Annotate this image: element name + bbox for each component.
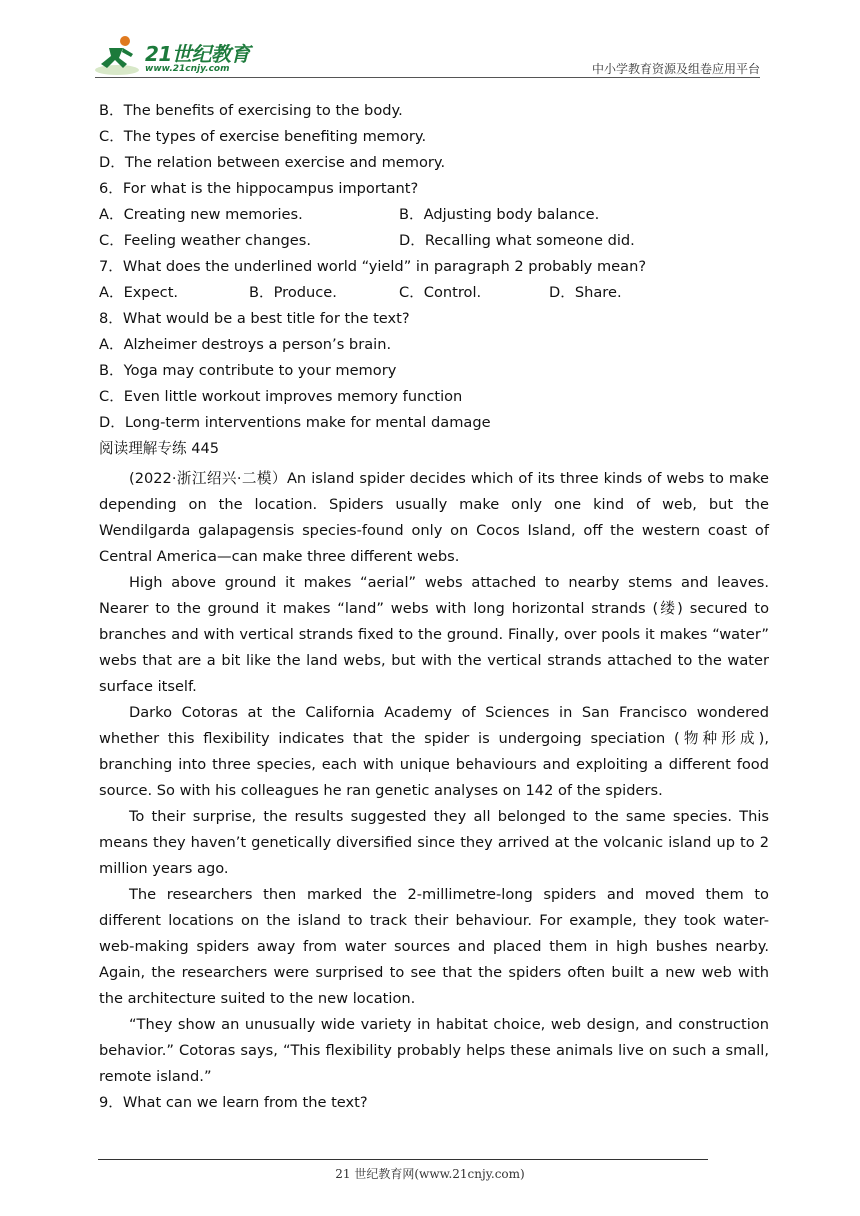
- q6-options-row-1: [99, 202, 769, 228]
- q6-option-b: B．Adjusting body balance.: [399, 206, 600, 223]
- logo-text: 21世纪教育: [145, 42, 250, 66]
- document-body: [99, 98, 769, 1116]
- q8-stem: 8．What would be a best title for the text?: [99, 310, 410, 327]
- passage-paragraph: “They show an unusually wide variety in habitat choice, web design, and construction behavior.” Cotoras says, “This flexibility probably helps these animals live on such a small, remote island.”: [99, 1016, 769, 1085]
- q5-option-c: C．The types of exercise benefiting memory.: [99, 128, 427, 145]
- section-title: 阅读理解专练 445: [99, 440, 220, 457]
- logo-url: www.21cnjy.com: [145, 64, 230, 74]
- q6-options-row-2: [99, 228, 769, 254]
- logo: [95, 34, 265, 78]
- q8-option-b: B．Yoga may contribute to your memory: [99, 362, 397, 379]
- page-footer: 21 世纪教育网(www.21cnjy.com): [335, 1167, 525, 1181]
- q5-option-b: B．The benefits of exercising to the body.: [99, 102, 403, 119]
- q7-stem: 7．What does the underlined world “yield” in paragraph 2 probably mean?: [99, 258, 647, 275]
- header-divider: [95, 77, 760, 78]
- passage-paragraph: The researchers then marked the 2-millimetre-long spiders and moved them to different locations on the island to track their behaviour. For example, they took water-web-making spiders away from water sources and placed them in high bushes nearby. Again, the researchers were surprised to see that the spiders often built a new web with the architecture suited to the new location.: [99, 886, 769, 1007]
- footer-divider: [98, 1159, 708, 1160]
- passage-paragraph: To their surprise, the results suggested they all belonged to the same species. This means they haven’t genetically diversified since they arrived at the volcanic island up to 2 million years ago.: [99, 808, 769, 877]
- q7-option-a: A．Expect.: [99, 284, 179, 301]
- passage-paragraph: High above ground it makes “aerial” webs attached to nearby stems and leaves. Nearer to the ground it makes “land” webs with long horizontal strands (缕) secured to branches and with vertical strands fixed to the ground. Finally, over pools it makes “water” webs that are a bit like the land webs, but with the vertical strands attached to the water surface itself.: [99, 574, 769, 695]
- q8-option-a: A．Alzheimer destroys a person’s brain.: [99, 336, 392, 353]
- q7-option-d: D．Share.: [549, 284, 622, 301]
- passage-paragraph: Darko Cotoras at the California Academy of Sciences in San Francisco wondered whether this flexibility indicates that the spider is undergoing speciation (物种形成), branching into three species, each with unique behaviours and exploiting a different food source. So with his colleagues he ran genetic analyses on 142 of the spiders.: [99, 704, 769, 799]
- runner-logo-icon: [95, 34, 143, 78]
- q8-option-d: D．Long-term interventions make for mental damage: [99, 414, 491, 431]
- q7-option-b: B．Produce.: [249, 284, 337, 301]
- q6-option-a: A．Creating new memories.: [99, 206, 303, 223]
- q9-stem: 9．What can we learn from the text?: [99, 1094, 368, 1111]
- passage-paragraph: (2022·浙江绍兴·二模）An island spider decides which of its three kinds of webs to make depending on the location. Spiders usually make only one kind of web, but the Wendilgarda galapagensis species-found only on Cocos Island, off the western coast of Central America—can make three different webs.: [99, 470, 769, 565]
- q6-stem: 6．For what is the hippocampus important?: [99, 180, 419, 197]
- q7-options-row: [99, 280, 769, 306]
- q6-option-d: D．Recalling what someone did.: [399, 232, 635, 249]
- q5-option-d: D．The relation between exercise and memory.: [99, 154, 446, 171]
- page-header: [95, 34, 760, 80]
- platform-name: 中小学教育资源及组卷应用平台: [591, 62, 760, 76]
- q8-option-c: C．Even little workout improves memory function: [99, 388, 463, 405]
- q6-option-c: C．Feeling weather changes.: [99, 232, 311, 249]
- q7-option-c: C．Control.: [399, 284, 482, 301]
